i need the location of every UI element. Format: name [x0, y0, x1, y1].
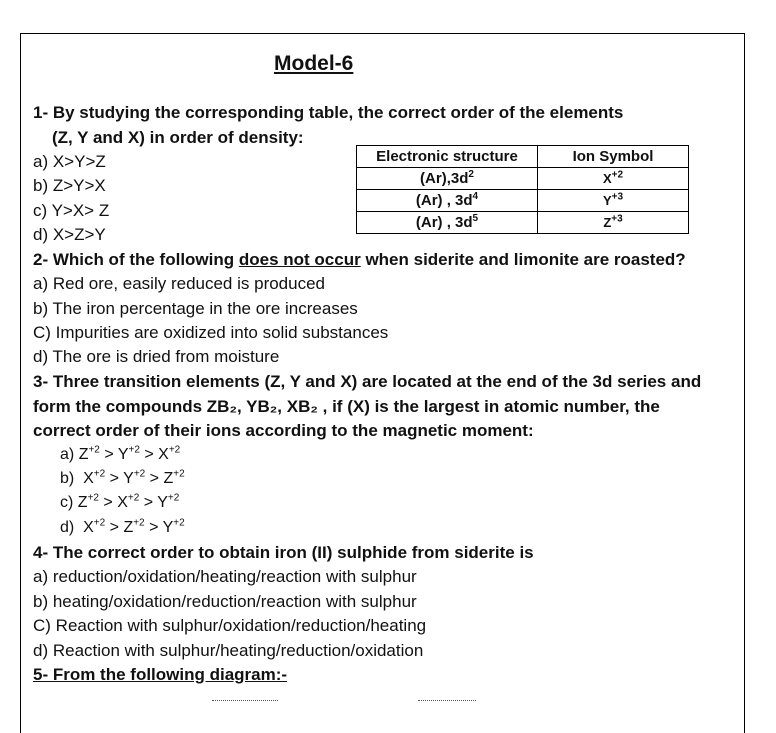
- q4-option-c: C) Reaction with sulphur/oxidation/reduction/heating: [33, 616, 427, 635]
- q3-stem-line3: correct order of their ions according to the magnetic moment:: [33, 421, 534, 440]
- q1-stem-line2: (Z, Y and X) in order of density:: [52, 128, 304, 147]
- q2-stem: 2- Which of the following does not occur when siderite and limonite are roasted?: [33, 250, 686, 269]
- table-header-row: [357, 146, 689, 168]
- q3-stem-line2: form the compounds ZB₂, YB₂, XB₂ , if (X) is the largest in atomic number, the: [33, 397, 660, 416]
- q1-option-a: a) X>Y>Z: [33, 152, 106, 171]
- q4-option-a: a) reduction/oxidation/heating/reaction with sulphur: [33, 567, 417, 586]
- q3-option-c: c) $Z^{+2} > X^{+2} > Y^{+2}$: [60, 492, 180, 511]
- table-cell-ion: $Y^{+3}$: [538, 190, 689, 212]
- q4-option-d: d) Reaction with sulphur/heating/reduction/oxidation: [33, 641, 424, 660]
- table-cell-structure: (Ar) , $3d^5$: [357, 212, 538, 234]
- q1-option-c: c) Y>X> Z: [33, 201, 110, 220]
- table-header-structure: Electronic structure: [357, 146, 538, 168]
- q1-option-b: b) Z>Y>X: [33, 176, 106, 195]
- table-cell-structure: $(Ar),3d^2$: [357, 168, 538, 190]
- cut-off-diagram-label: [418, 700, 476, 703]
- table-cell-ion: $X^{+2}$: [538, 168, 689, 190]
- q1-electron-table: [356, 145, 689, 234]
- q3-option-b: b) $X^{+2} > Y^{+2} > Z^{+2}$: [60, 468, 185, 487]
- q4-option-b: b) heating/oxidation/reduction/reaction with sulphur: [33, 592, 417, 611]
- q4-stem: 4- The correct order to obtain iron (II) sulphide from siderite is: [33, 543, 534, 562]
- table-header-ion: Ion Symbol: [538, 146, 689, 168]
- q1-stem-line1: 1- By studying the corresponding table, the correct order of the elements: [33, 103, 624, 122]
- q2-underlined-phrase: does not occur: [238, 250, 361, 269]
- q2-option-c: C) Impurities are oxidized into solid substances: [33, 323, 389, 342]
- q3-option-a: a) $Z^{+2} > Y^{+2} > X^{+2}$: [60, 444, 181, 463]
- q5-stem: 5- From the following diagram:-: [33, 665, 288, 684]
- table-row: [357, 212, 689, 234]
- page-title: Model-6: [274, 52, 354, 75]
- q3-option-d: d) $X^{+2} > Z^{+2} > Y^{+2}$: [60, 517, 185, 536]
- table-row: [357, 190, 689, 212]
- table-cell-structure: (Ar) , $3d^4$: [357, 190, 538, 212]
- q1-option-d: d) X>Z>Y: [33, 225, 106, 244]
- q2-option-d: d) The ore is dried from moisture: [33, 347, 280, 366]
- table-row: [357, 168, 689, 190]
- cut-off-diagram-label: [212, 700, 278, 703]
- q2-option-a: a) Red ore, easily reduced is produced: [33, 274, 325, 293]
- table-cell-ion: $Z^{+3}$: [538, 212, 689, 234]
- q2-option-b: b) The iron percentage in the ore increases: [33, 299, 358, 318]
- q3-stem-line1: 3- Three transition elements (Z, Y and X) are located at the end of the 3d series and: [33, 372, 702, 391]
